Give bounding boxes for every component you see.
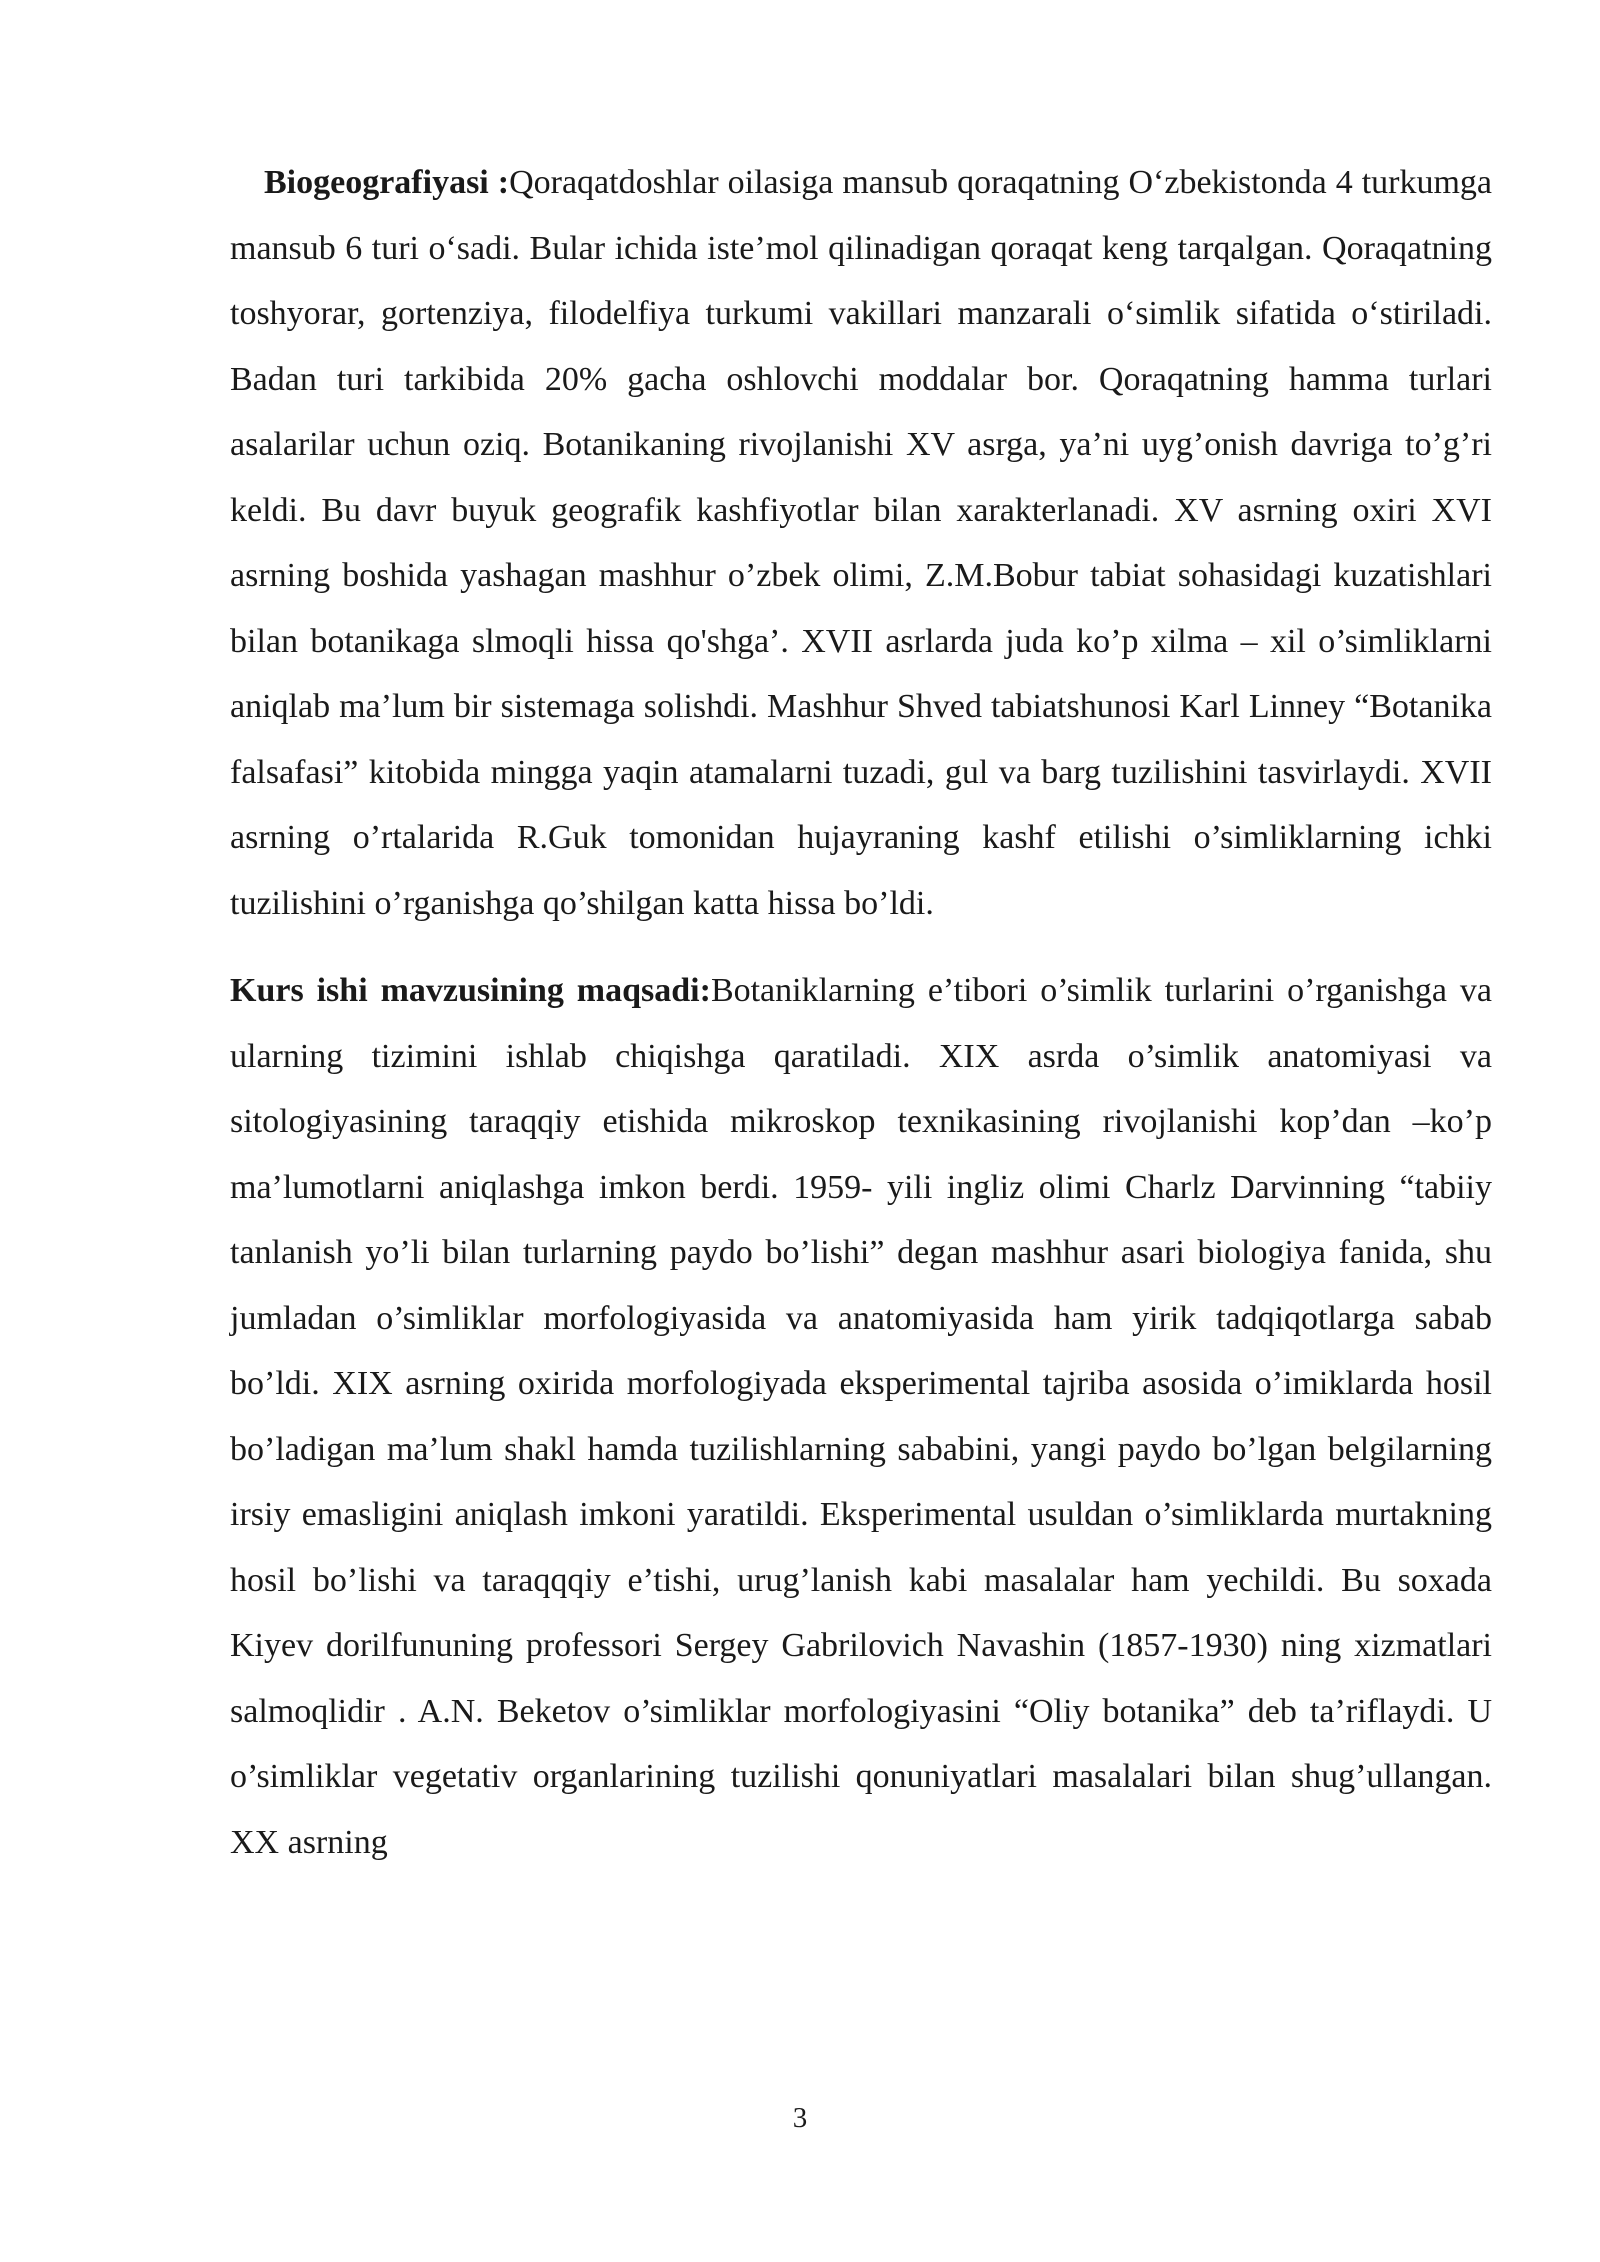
biogeography-heading: Biogeografiyasi :: [264, 164, 510, 201]
course-goal-heading: Kurs ishi mavzusining maqsadi:: [230, 972, 711, 1009]
biogeography-paragraph: [230, 150, 1492, 936]
course-goal-paragraph: [230, 958, 1492, 1875]
page-number: 3: [792, 2102, 808, 2134]
document-page: [230, 150, 1492, 1875]
biogeography-text: Qoraqatdoshlar oilasiga mansub qoraqatning O‘zbekistonda 4 turkumga mansub 6 turi o‘sadi. Bular ichida iste’mol qilinadigan qoraqat keng tarqalgan. Qoraqatning toshyorar, gortenziya, filodelfiya turkumi vakillari manzarali o‘simlik sifatida o‘stiriladi. Badan turi tarkibida 20% gacha oshlovchi moddalar bor. Qoraqatning hamma turlari asalarilar uchun oziq. Botanikaning rivojlanishi XV asrga, ya’ni uyg’onish davriga to’g’ri keldi. Bu davr buyuk geografik kashfiyotlar bilan xarakterlanadi. XV asrning oxiri XVI asrning boshida yashagan mashhur o’zbek olimi, Z.M.Bobur tabiat sohasidagi kuzatishlari bilan botanikaga slmoqli hissa qo'shga’. XVII asrlarda juda ko’p xilma – xil o’simliklarni aniqlab ma’lum bir sistemaga solishdi. Mashhur Shved tabiatshunosi Karl Linney “Botanika falsafasi” kitobida mingga yaqin atamalarni tuzadi, gul va barg tuzilishini tasvirlaydi. XVII asrning o’rtalarida R.Guk tomonidan hujayraning kashf etilishi o’simliklarning ichki tuzilishini o’rganishga qo’shilgan katta hissa bo’ldi.: [230, 164, 1493, 922]
course-goal-text: Botaniklarning e’tibori o’simlik turlarini o’rganishga va ularning tizimini ishlab chiqishga qaratiladi. XIX asrda o’simlik anatomiyasi va sitologiyasining taraqqiy etishida mikroskop texnikasining rivojlanishi kop’dan –ko’p ma’lumotlarni aniqlashga imkon berdi. 1959- yili ingliz olimi Charlz Darvinning “tabiiy tanlanish yo’li bilan turlarning paydo bo’lishi” degan mashhur asari biologiya fanida, shu jumladan o’simliklar morfologiyasida va anatomiyasida ham yirik tadqiqotlarga sabab bo’ldi. XIX asrning oxirida morfologiyada eksperimental tajriba asosida o’imiklarda hosil bo’ladigan ma’lum shakl hamda tuzilishlarning sababini, yangi paydo bo’lgan belgilarning irsiy emasligini aniqlash imkoni yaratildi. Eksperimental usuldan o’simliklarda murtakning hosil bo’lishi va taraqqqiy e’tishi, urug’lanish kabi masalalar ham yechildi. Bu soxada Kiyev dorilfununing professori Sergey Gabrilovich Navashin (1857-1930) ning xizmatlari salmoqlidir . A.N. Beketov o’simliklar morfologiyasini “Oliy botanika” deb ta’riflaydi. U o’simliklar vegetativ organlarining tuzilishi qonuniyatlari masalalari bilan shug’ullangan. XX asrning: [230, 972, 1493, 1861]
